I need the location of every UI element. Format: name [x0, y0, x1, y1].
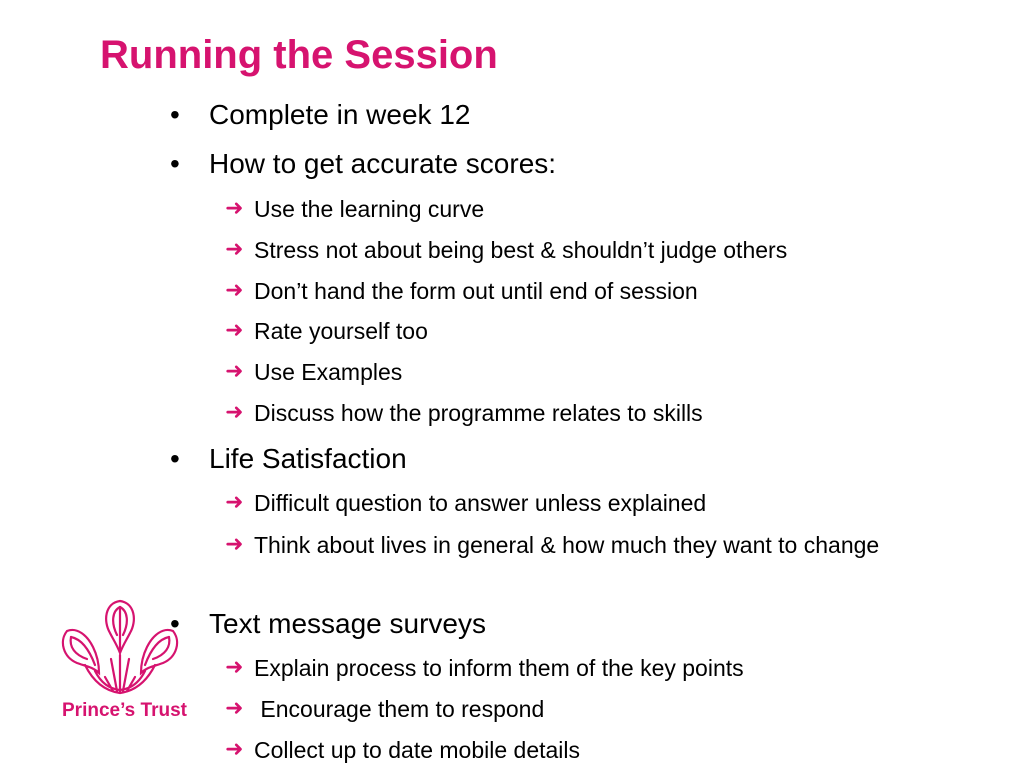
- sub-bullet-text: Don’t hand the form out until end of session: [254, 278, 698, 304]
- sub-bullet-item: [225, 355, 945, 389]
- arrow-icon: ➜: [225, 696, 244, 721]
- arrow-icon: ➜: [225, 655, 244, 680]
- sub-bullet-text: Use the learning curve: [254, 196, 485, 222]
- sub-bullet-text: Explain process to inform them of the key points: [254, 655, 744, 681]
- bullet-dot: •: [170, 99, 180, 130]
- bullet-text: How to get accurate scores:: [209, 148, 557, 179]
- sub-bullet-text: Think about lives in general & how much they want to change: [254, 532, 880, 558]
- sub-bullet-item: [225, 528, 945, 562]
- sub-bullet-item: [225, 192, 945, 226]
- sub-bullet-item: [225, 651, 945, 685]
- arrow-icon: ➜: [225, 237, 244, 262]
- sub-bullet-item: [225, 233, 945, 267]
- sub-bullet-text: Discuss how the programme relates to skills: [254, 400, 703, 426]
- bullet-item: [170, 608, 970, 640]
- arrow-icon: ➜: [225, 737, 244, 762]
- bullet-item: [170, 443, 970, 475]
- arrow-icon: ➜: [225, 359, 244, 384]
- arrow-icon: ➜: [225, 400, 244, 425]
- slide-title: Running the Session: [100, 33, 498, 77]
- sub-bullet-text: Encourage them to respond: [254, 696, 545, 722]
- sub-bullet-text: Rate yourself too: [254, 318, 428, 344]
- bullet-text: Complete in week 12: [209, 99, 471, 130]
- sub-bullet-text: Stress not about being best & shouldn’t judge others: [254, 237, 788, 263]
- arrow-icon: ➜: [225, 532, 244, 557]
- sub-bullet-text: Difficult question to answer unless explained: [254, 490, 707, 516]
- bullet-item: [170, 99, 970, 131]
- sub-bullet-text: Use Examples: [254, 359, 403, 385]
- bullet-text: Text message surveys: [209, 608, 486, 639]
- arrow-icon: ➜: [225, 278, 244, 303]
- logo-text: Prince’s Trust: [62, 700, 187, 721]
- bullet-dot: •: [170, 443, 180, 474]
- bullet-dot: •: [170, 148, 180, 179]
- sub-bullet-item: [225, 274, 945, 308]
- sub-bullet-item: [225, 692, 945, 726]
- sub-bullet-item: [225, 733, 945, 767]
- arrow-icon: ➜: [225, 318, 244, 343]
- arrow-icon: ➜: [225, 196, 244, 221]
- sub-bullet-item: [225, 314, 945, 348]
- arrow-icon: ➜: [225, 490, 244, 515]
- sub-bullet-item: [225, 486, 945, 520]
- sub-bullet-text: Collect up to date mobile details: [254, 737, 581, 763]
- sub-bullet-item: [225, 396, 945, 430]
- bullet-item: [170, 148, 970, 180]
- bullet-dot: •: [170, 608, 180, 639]
- bullet-text: Life Satisfaction: [209, 443, 407, 474]
